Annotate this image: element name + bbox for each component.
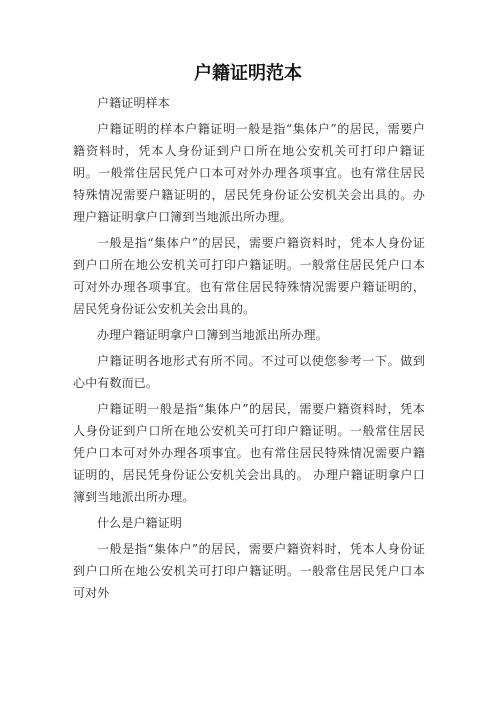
paragraph-section-heading: 什么是户籍证明 [97,516,183,530]
paragraph: 一般是指“集体户”的居民，需要户籍资料时，凭本人身份证到户口所在地公安机关可打印户籍证明。一般常住居民凭户口本可对外 [73,542,425,600]
paragraph-sample-heading: 户籍证明样本 [97,96,170,110]
paragraph: 办理户籍证明拿户口簿到当地派出所办理。 [97,328,328,342]
paragraph: 户籍证明各地形式有所不同。不过可以使您参考一下。做到心中有数而已。 [73,354,425,390]
paragraph: 一般是指“集体户”的居民，需要户籍资料时，凭本人身份证到户口所在地公安机关可打印户籍证明。一般常住居民凭户口本可对外办理各项事宜。也有常住居民特殊情况需要户籍证明的，居民凭身份证公安机关会出具的。 [73,236,425,316]
document-body [73,92,425,608]
document-title: 户籍证明范本 [194,63,302,84]
paragraph: 户籍证明的样本户籍证明一般是指“集体户”的居民，需要户籍资料时，凭本人身份证到户口所在地公安机关可打印户籍证明。一般常住居民凭户口本可对外办理各项事宜。也有常住居民特殊情况需要户籍证明的，居民凭身份证公安机关会出具的。办理户籍证明拿户口簿到当地派出所办理。 [73,122,425,224]
paragraph: 户籍证明一般是指“集体户”的居民，需要户籍资料时，凭本人身份证到户口所在地公安机关可打印户籍证明。一般常住居民凭户口本可对外办理各项事宜。也有常住居民特殊情况需要户籍证明的，居民凭身份证公安机关会出具的。 办理户籍证明拿户口簿到当地派出所办理。 [73,402,425,504]
